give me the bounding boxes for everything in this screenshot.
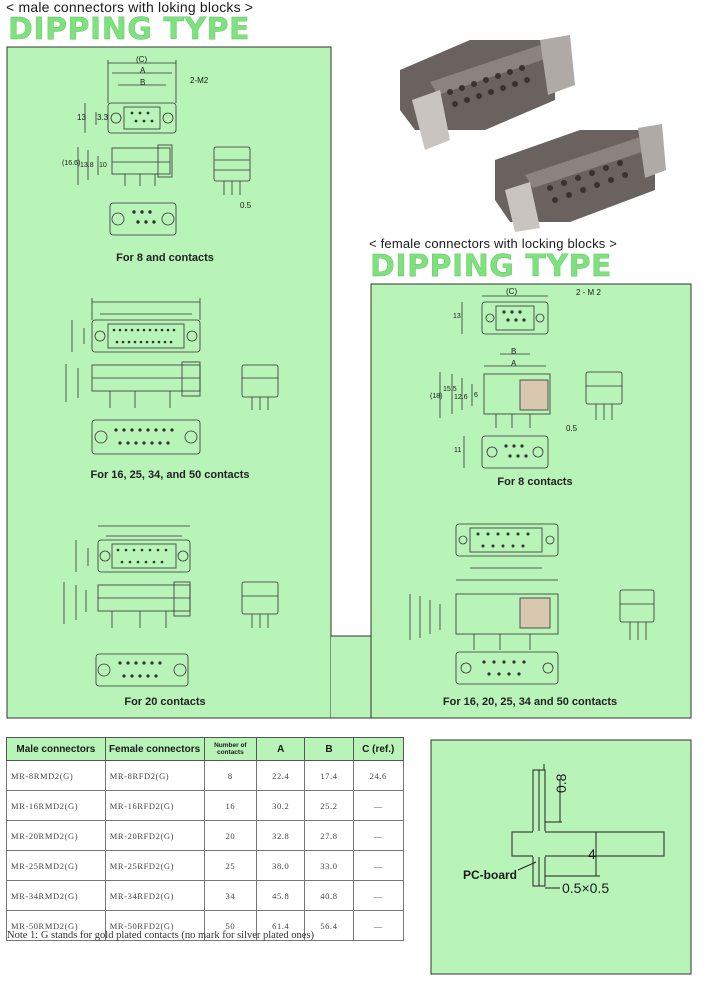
cell-c: —	[353, 791, 403, 821]
male-dim-m2: 2-M2	[190, 76, 209, 85]
cell-female: MR-34RFD2(G)	[105, 881, 204, 911]
th-c: C (ref.)	[353, 738, 403, 761]
pcb-dim-08: 0.8	[553, 773, 569, 793]
cell-a: 45.8	[257, 881, 305, 911]
male-dim-33: 3.3	[97, 113, 109, 122]
cell-male: MR-25RMD2(G)	[7, 851, 106, 881]
male-dim-05: 0.5	[240, 201, 252, 210]
cell-a: 22.4	[257, 761, 305, 791]
cell-female: MR-25RFD2(G)	[105, 851, 204, 881]
female-dim-m2: 2 - M 2	[576, 288, 601, 297]
pcb-dim-05: 0.5×0.5	[562, 880, 610, 896]
th-female: Female connectors	[105, 738, 204, 761]
female-dim-18: (18)	[430, 393, 443, 400]
cell-b: 33.0	[305, 851, 353, 881]
male-dim-c: (C)	[136, 55, 148, 64]
cell-a: 38.0	[257, 851, 305, 881]
male-subtitle: < male connectors with loking blocks >	[6, 0, 254, 15]
female-dim-11: 11	[454, 447, 462, 454]
cell-c: —	[353, 911, 403, 941]
cell-contacts: 16	[204, 791, 257, 821]
cell-contacts: 20	[204, 821, 257, 851]
cell-a: 30.2	[257, 791, 305, 821]
cell-b: 25.2	[305, 791, 353, 821]
male-caption-8: For 8 and contacts	[116, 252, 214, 264]
cell-c: —	[353, 821, 403, 851]
cell-male: MR-8RMD2(G)	[7, 761, 106, 791]
male-dim-a: A	[140, 66, 146, 75]
pcb-dim-4: 4	[588, 846, 596, 862]
female-title: DIPPING TYPE	[370, 249, 613, 284]
female-dim-b: B	[511, 347, 517, 356]
cell-contacts: 34	[204, 881, 257, 911]
cell-c: —	[353, 881, 403, 911]
female-caption-8: For 8 contacts	[497, 476, 573, 488]
female-dim-6: 6	[474, 392, 478, 399]
cell-male: MR-50RMD2(G)	[7, 911, 106, 941]
cell-contacts: 50	[204, 911, 257, 941]
female-dim-05: 0.5	[566, 424, 578, 433]
cell-a: 61.4	[257, 911, 305, 941]
male-caption-16: For 16, 25, 34, and 50 contacts	[90, 469, 250, 481]
cell-female: MR-20RFD2(G)	[105, 821, 204, 851]
female-dim-a: A	[511, 359, 517, 368]
male-dim-13: 13	[77, 113, 86, 122]
cell-male: MR-34RMD2(G)	[7, 881, 106, 911]
cell-female: MR-16RFD2(G)	[105, 791, 204, 821]
cell-female: MR-50RFD2(G)	[105, 911, 204, 941]
cell-a: 32.8	[257, 821, 305, 851]
male-title: DIPPING TYPE	[8, 12, 251, 47]
th-b: B	[305, 738, 353, 761]
female-caption-16: For 16, 20, 25, 34 and 50 contacts	[442, 696, 618, 708]
cell-c: —	[353, 851, 403, 881]
th-a: A	[257, 738, 305, 761]
cell-b: 56.4	[305, 911, 353, 941]
cell-b: 40.8	[305, 881, 353, 911]
table-note: Note 1: G stands for gold plated contacts (no mark for silver plated ones)	[7, 930, 315, 941]
female-dim-c: (C)	[506, 287, 518, 296]
cell-contacts: 8	[204, 761, 257, 791]
male-dim-166: (16.6)	[62, 160, 81, 167]
cell-female: MR-8RFD2(G)	[105, 761, 204, 791]
cell-male: MR-20RMD2(G)	[7, 821, 106, 851]
cell-b: 27.8	[305, 821, 353, 851]
cell-c: 24.6	[353, 761, 403, 791]
cell-male: MR-16RMD2(G)	[7, 791, 106, 821]
male-dim-138: 13.8	[80, 162, 94, 169]
th-male: Male connectors	[7, 738, 106, 761]
female-dim-13: 13	[453, 313, 461, 320]
cell-contacts: 25	[204, 851, 257, 881]
female-subtitle: < female connectors with locking blocks >	[369, 236, 618, 251]
th-contacts: Number of contacts	[204, 738, 257, 761]
cell-b: 17.4	[305, 761, 353, 791]
female-dim-126: 12.6	[454, 394, 468, 401]
male-dim-10: 10	[99, 162, 107, 169]
male-dim-b: B	[140, 78, 146, 87]
female-dim-155: 15.5	[443, 386, 457, 393]
male-caption-20: For 20 contacts	[124, 696, 206, 708]
pcb-board-label: PC-board	[463, 868, 517, 882]
